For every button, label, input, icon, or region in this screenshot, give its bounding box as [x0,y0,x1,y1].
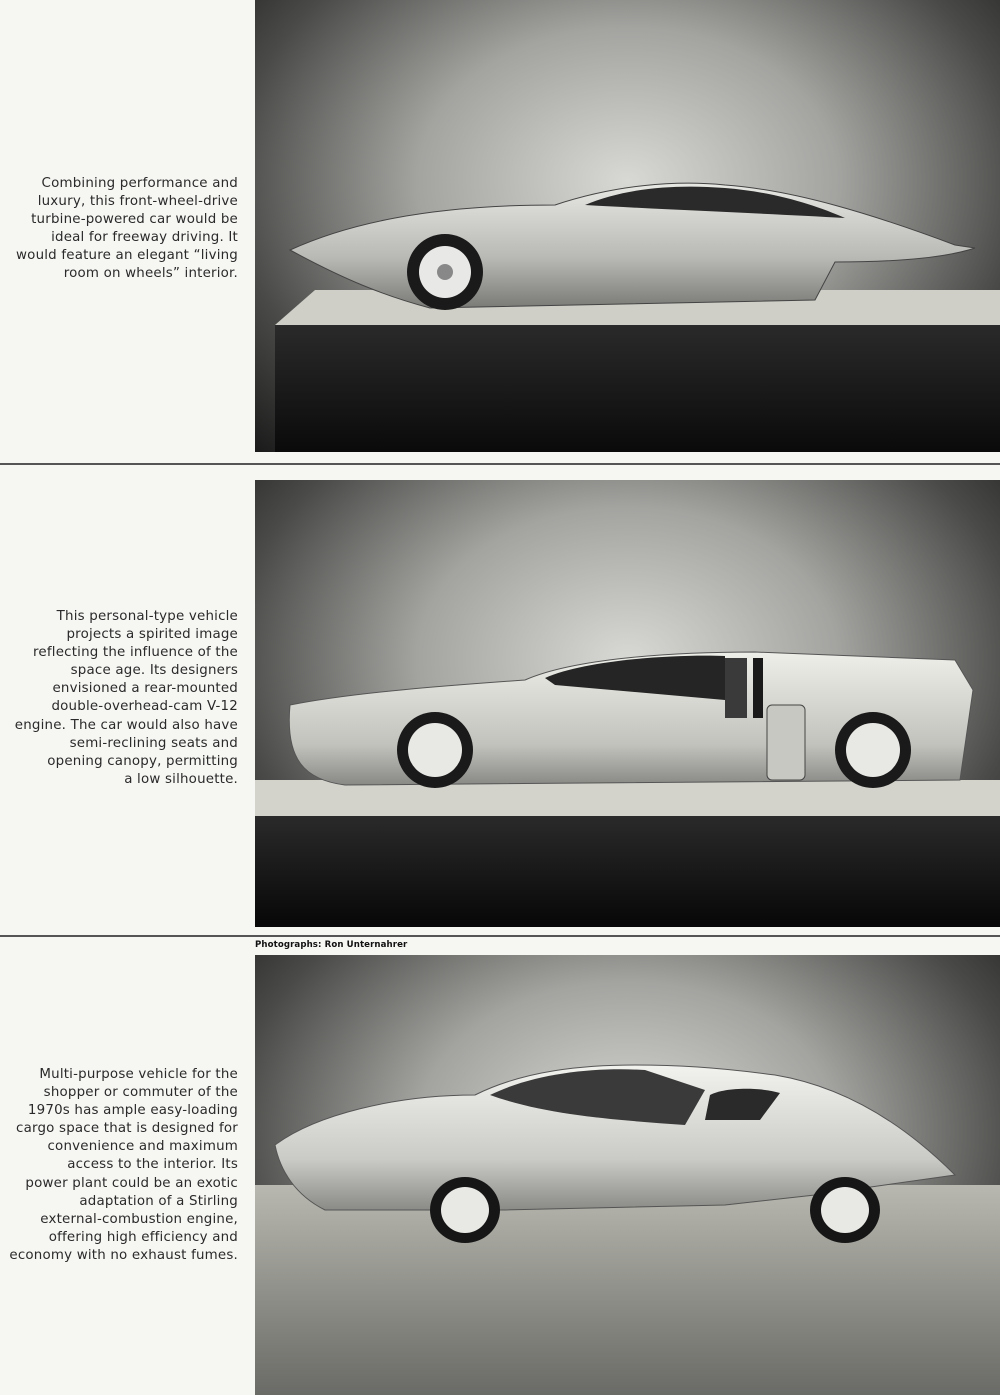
photo-v12-car [255,480,1000,927]
divider-rule-2 [0,935,1000,937]
caption-stirling-car: Multi-purpose vehicle for the shopper or commuter of the 1970s has ample easy-loading cargo space that is designed for convenience and maximum access to the interior. Its power plant could be an exotic adaptation of a Stirling external-combustion engine, offering high efficiency and economy with no exhaust fumes. [9,1067,238,1263]
photo-credit: Photographs: Ron Unternahrer [255,940,408,950]
concept-car-turbine-photo [255,0,1000,452]
photo-turbine-car [255,0,1000,452]
panel-turbine-car [0,0,1000,455]
caption-v12-car: This personal-type vehicle projects a spirited image reflecting the influence of the space age. Its designers envisioned a rear-mounted double-overhead-cam V-12 engine. The car would also have semi-reclining seats and opening canopy, permitting a low silhouette. [14,609,238,787]
panel-stirling-car [0,955,1000,1395]
concept-car-stirling-photo [255,955,1000,1395]
concept-car-v12-photo [255,480,1000,927]
panel-v12-car [0,480,1000,930]
divider-rule-1 [0,463,1000,465]
photo-stirling-car [255,955,1000,1395]
caption-turbine-car: Combining performance and luxury, this front-wheel-drive turbine-powered car would be ideal for freeway driving. It would feature an elegant “living room on wheels” interior. [16,176,238,282]
